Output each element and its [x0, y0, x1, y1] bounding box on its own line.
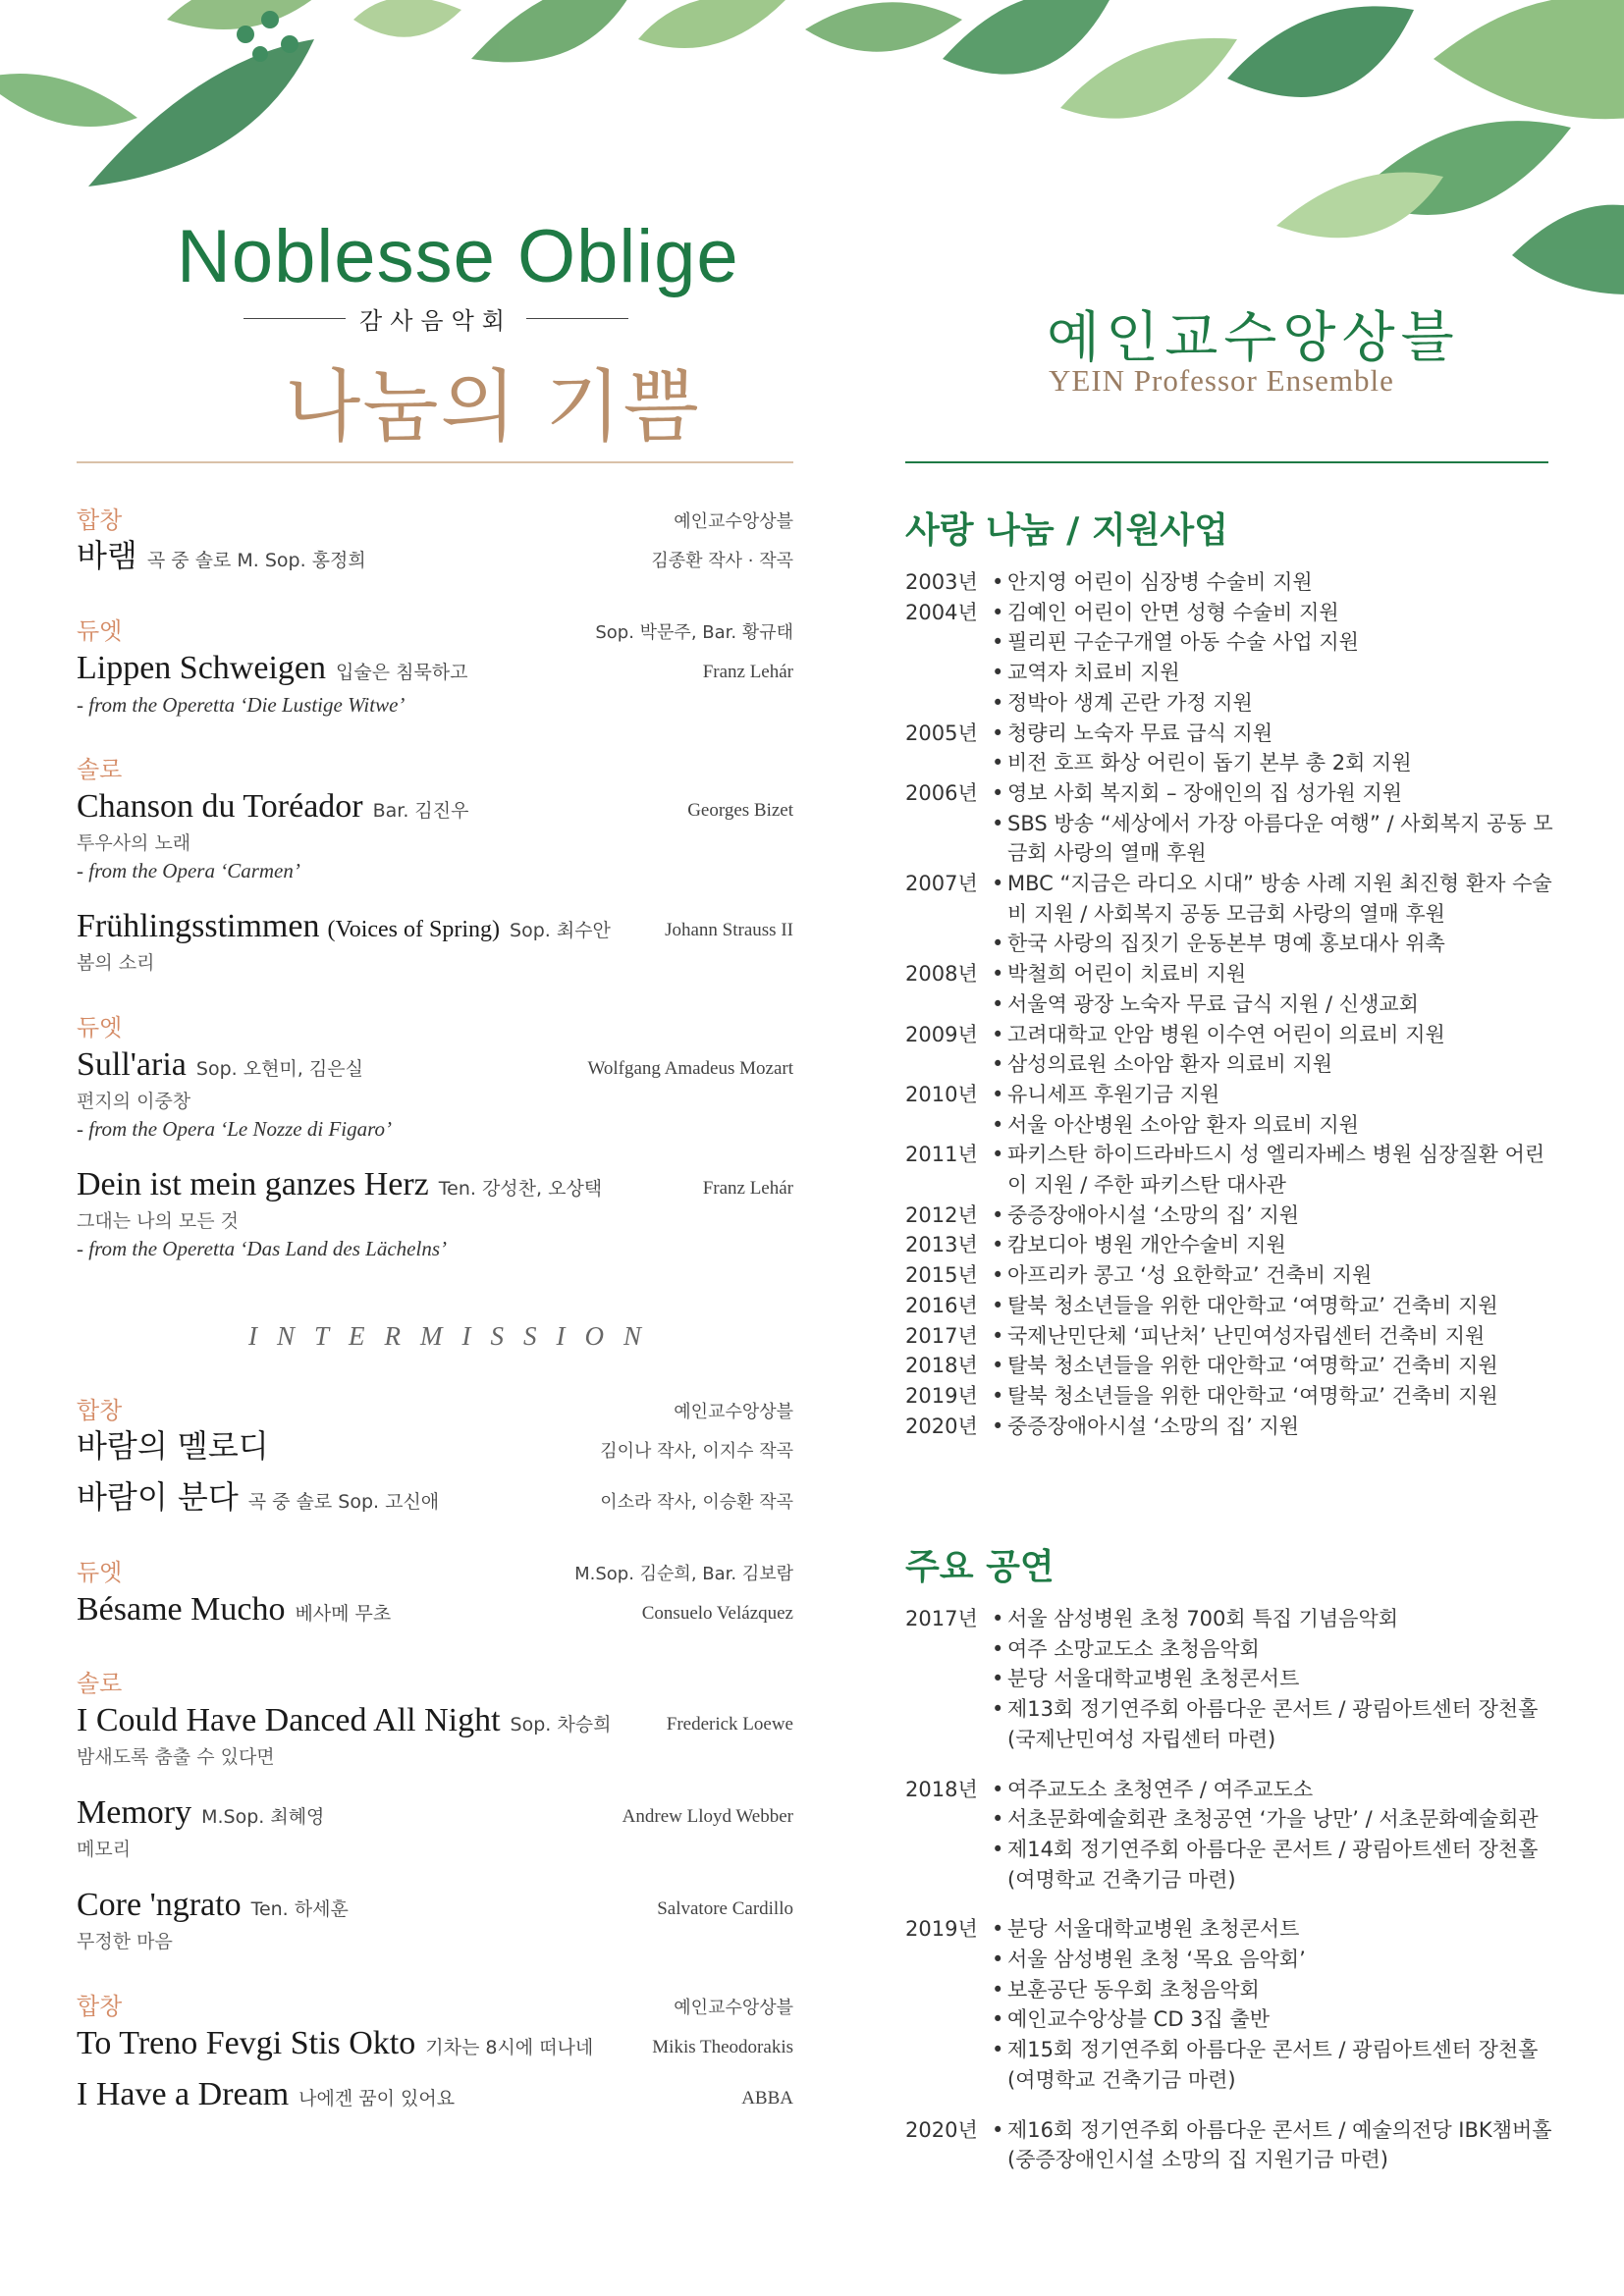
- credit: 김종환 작사 · 작곡: [651, 551, 793, 571]
- concert-subtitle: [244, 300, 628, 336]
- performer: Sop. 박문주, Bar. 황규태: [595, 622, 793, 643]
- composer: Johann Strauss II: [665, 920, 793, 940]
- divider: [77, 461, 793, 463]
- year-label: 2020년: [905, 2117, 978, 2142]
- entry-text: 아프리카 콩고 ‘성 요한학교’ 건축비 지원: [1007, 1263, 1373, 1288]
- support-section-title: 사랑 나눔 / 지원사업: [905, 510, 1228, 551]
- entry-text: 비전 호프 화상 어린이 돕기 본부 총 2회 지원: [1007, 751, 1412, 775]
- piece-title: Lippen Schweigen 입술은 침묵하고: [77, 650, 468, 686]
- category-label: 듀엣 M.Sop. 김순희, Bar. 김보람: [77, 1559, 793, 1586]
- history-entry: [905, 1260, 1553, 1291]
- year-label: [905, 1804, 992, 1835]
- entry-text: 캄보디아 병원 개안수술비 지원: [1007, 1233, 1286, 1257]
- history-entry: [905, 1381, 1553, 1412]
- piece-title: 바람의 멜로디: [77, 1427, 269, 1465]
- year-label: 2018년: [905, 1354, 978, 1378]
- history-entry: [905, 567, 1553, 598]
- entry-text: 김예인 어린이 안면 성형 수술비 지원: [1007, 600, 1339, 624]
- piece-title-ko: 밤새도록 춤출 수 있다면: [77, 1746, 275, 1768]
- piece-title: I Could Have Danced All Night Sop. 차승희: [77, 1702, 612, 1738]
- bullet-icon: •: [992, 661, 1004, 685]
- entry-text: 파키스탄 하이드라바드시 성 엘리자베스 병원 심장질환 어린이 지원 / 주한 파키스탄 대사관: [1007, 1143, 1545, 1198]
- history-entry: [905, 1835, 1553, 1895]
- bullet-icon: •: [992, 1777, 1004, 1801]
- history-entry: [905, 1140, 1553, 1200]
- year-label: 2019년: [905, 1917, 978, 1942]
- piece-title: Core 'ngrato Ten. 하세훈: [77, 1887, 349, 1923]
- year-label: [905, 1049, 992, 1080]
- history-entry: [905, 869, 1553, 929]
- entry-text: 삼성의료원 소아암 환자 의료비 지원: [1007, 1052, 1332, 1077]
- history-entry: [905, 1049, 1553, 1080]
- composer: Wolfgang Amadeus Mozart: [587, 1058, 793, 1079]
- entry-text: 여주교도소 초청연주 / 여주교도소: [1007, 1777, 1314, 1801]
- piece-title: I Have a Dream 나에겐 꿈이 있어요: [77, 2076, 456, 2112]
- entry-text: 분당 서울대학교병원 초청콘서트: [1007, 1917, 1300, 1942]
- entry-text: 서울 아산병원 소아암 환자 의료비 지원: [1007, 1112, 1359, 1137]
- intermission-label: INTERMISSION: [248, 1321, 661, 1351]
- history-entry: [905, 778, 1553, 809]
- history-entry: [905, 929, 1553, 959]
- history-entry: [905, 2035, 1553, 2095]
- year-label: 2019년: [905, 1383, 978, 1408]
- bullet-icon: •: [992, 1607, 1004, 1630]
- year-label: 2011년: [905, 1143, 978, 1167]
- history-entry: [905, 748, 1553, 778]
- entry-text: 정박아 생계 곤란 가정 지원: [1007, 690, 1253, 715]
- credit: 이소라 작사, 이승환 작곡: [600, 1492, 793, 1513]
- divider: [244, 318, 346, 319]
- year-label: [905, 929, 992, 959]
- history-entry: [905, 1975, 1553, 2005]
- entry-text: 필리핀 구순구개열 아동 수술 사업 지원: [1007, 630, 1359, 655]
- bullet-icon: •: [992, 1977, 1004, 2002]
- bullet-icon: •: [992, 1917, 1004, 1942]
- performer: M.Sop. 김순희, Bar. 김보람: [574, 1564, 793, 1584]
- entry-text: 한국 사랑의 집짓기 운동본부 명예 홍보대사 위촉: [1007, 932, 1445, 956]
- entry-text: 분당 서울대학교병원 초청콘서트: [1007, 1667, 1300, 1691]
- piece-title-ko: 편지의 이중창: [77, 1091, 191, 1112]
- bullet-icon: •: [992, 1697, 1004, 1722]
- entry-text: 영보 사회 복지회 – 장애인의 집 성가원 지원: [1007, 780, 1403, 805]
- history-entry: [905, 1694, 1553, 1754]
- piece-title: Sull'aria Sop. 오현미, 김은실: [77, 1046, 363, 1083]
- history-entry: [905, 1230, 1553, 1260]
- performer: 예인교수앙상블: [674, 1402, 793, 1422]
- bullet-icon: •: [992, 1202, 1004, 1227]
- composer: Frederick Loewe: [666, 1714, 793, 1735]
- bullet-icon: •: [992, 1082, 1004, 1106]
- piece-title: To Treno Fevgi Stis Okto 기차는 8시에 떠나네: [77, 2025, 594, 2061]
- entry-text: 박철희 어린이 치료비 지원: [1007, 962, 1247, 987]
- entry-text: MBC “지금은 라디오 시대” 방송 사례 지원 최진형 환자 수술비 지원 / 사회복지 공동 모금회 사랑의 열매 후원: [1007, 872, 1552, 926]
- history-entry: [905, 1080, 1553, 1110]
- bullet-icon: •: [992, 1022, 1004, 1046]
- bullet-icon: •: [992, 1293, 1004, 1317]
- piece-title: 바람이 분다 곡 중 솔로 Sop. 고신애: [77, 1478, 440, 1516]
- piece-title-ko: 메모리: [77, 1839, 132, 1860]
- entry-text: 제13회 정기연주회 아름다운 콘서트 / 광림아트센터 장천홀 (국제난민여성 자립센터 마련): [1007, 1697, 1539, 1751]
- bullet-icon: •: [992, 1354, 1004, 1378]
- subtitle-text: 감사음악회: [359, 306, 513, 335]
- year-label: 2003년: [905, 570, 978, 594]
- history-entry: [905, 1291, 1553, 1321]
- history-entry: [905, 598, 1553, 628]
- bullet-icon: •: [992, 570, 1004, 594]
- year-label: 2009년: [905, 1022, 978, 1046]
- year-label: [905, 1110, 992, 1141]
- bullet-icon: •: [992, 2007, 1004, 2032]
- entry-text: 탈북 청소년들을 위한 대안학교 ‘여명학교’ 건축비 지원: [1007, 1354, 1498, 1378]
- entry-text: 제16회 정기연주회 아름다운 콘서트 / 예술의전당 IBK챔버홀 (중증장애인시설 소망의 집 지원기금 마련): [1007, 2117, 1552, 2172]
- bullet-icon: •: [992, 721, 1004, 745]
- bullet-icon: •: [992, 1807, 1004, 1832]
- year-label: 2004년: [905, 600, 978, 624]
- credit: 김이나 작사, 이지수 작곡: [600, 1441, 793, 1462]
- year-label: 2020년: [905, 1414, 978, 1438]
- year-label: 2008년: [905, 962, 978, 987]
- bullet-icon: •: [992, 751, 1004, 775]
- bullet-icon: •: [992, 1837, 1004, 1861]
- entry-text: 교역자 치료비 지원: [1007, 661, 1180, 685]
- bullet-icon: •: [992, 780, 1004, 805]
- year-label: 2017년: [905, 1607, 978, 1630]
- entry-text: 서울 삼성병원 초청 ‘목요 음악회’: [1007, 1948, 1306, 1972]
- history-entry: [905, 959, 1553, 989]
- year-label: 2006년: [905, 780, 978, 805]
- history-entry: [905, 688, 1553, 719]
- entry-text: 서울역 광장 노숙자 무료 급식 지원 / 신생교회: [1007, 991, 1419, 1016]
- category-label: 듀엣 Sop. 박문주, Bar. 황규태: [77, 617, 793, 645]
- piece-title-ko: 투우사의 노래: [77, 832, 191, 854]
- year-label: [905, 627, 992, 658]
- history-entry: [905, 1604, 1553, 1634]
- bullet-icon: •: [992, 1323, 1004, 1348]
- bullet-icon: •: [992, 1052, 1004, 1077]
- piece-title: Chanson du Toréador Bar. 김진우: [77, 788, 469, 825]
- year-label: [905, 1634, 992, 1665]
- year-label: 2013년: [905, 1233, 978, 1257]
- bullet-icon: •: [992, 1948, 1004, 1972]
- year-label: [905, 1694, 992, 1754]
- support-history-list: [905, 567, 1553, 1441]
- year-label: [905, 989, 992, 1020]
- piece-title: 바램 곡 중 솔로 M. Sop. 홍정희: [77, 537, 366, 574]
- ensemble-name-en: YEIN Professor Ensemble: [1049, 363, 1394, 398]
- bullet-icon: •: [992, 962, 1004, 987]
- bullet-icon: •: [992, 630, 1004, 655]
- year-label: [905, 809, 992, 869]
- bullet-icon: •: [992, 1414, 1004, 1438]
- piece-title-ko: 무정한 마음: [77, 1931, 173, 1952]
- year-label: [905, 2004, 992, 2035]
- concert-title-ko: 나눔의 기쁨: [285, 361, 701, 453]
- history-entry: [905, 1945, 1553, 1975]
- entry-text: 보훈공단 동우회 초청음악회: [1007, 1977, 1260, 2002]
- entry-text: 서초문화예술회관 초청공연 ‘가을 낭만’ / 서초문화예술회관: [1007, 1807, 1539, 1832]
- source-note: - from the Opera ‘Le Nozze di Figaro’: [77, 1117, 392, 1141]
- piece-title: Memory M.Sop. 최혜영: [77, 1794, 325, 1831]
- divider: [905, 461, 1548, 463]
- history-entry: [905, 1201, 1553, 1231]
- entry-text: 여주 소망교도소 초청음악회: [1007, 1636, 1260, 1661]
- history-entry: [905, 1110, 1553, 1141]
- history-entry: [905, 1321, 1553, 1352]
- history-entry: [905, 1634, 1553, 1665]
- entry-text: 예인교수앙상블 CD 3집 출반: [1007, 2007, 1271, 2032]
- entry-text: 고려대학교 안암 병원 이수연 어린이 의료비 지원: [1007, 1022, 1445, 1046]
- composer: ABBA: [741, 2088, 793, 2109]
- bullet-icon: •: [992, 811, 1004, 835]
- year-label: [905, 658, 992, 688]
- year-label: 2015년: [905, 1263, 978, 1288]
- year-label: 2005년: [905, 721, 978, 745]
- entry-text: 탈북 청소년들을 위한 대안학교 ‘여명학교’ 건축비 지원: [1007, 1383, 1498, 1408]
- composer: Mikis Theodorakis: [652, 2037, 793, 2057]
- year-label: 2012년: [905, 1202, 978, 1227]
- year-label: 2010년: [905, 1082, 978, 1106]
- entry-text: 유니세프 후원기금 지원: [1007, 1082, 1220, 1106]
- piece-title: Bésame Mucho 베사메 무초: [77, 1591, 392, 1628]
- entry-text: 국제난민단체 ‘피난처’ 난민여성자립센터 건축비 지원: [1007, 1323, 1486, 1348]
- history-entry: [905, 1664, 1553, 1694]
- composer: Salvatore Cardillo: [657, 1898, 793, 1919]
- entry-text: 중증장애아시설 ‘소망의 집’ 지원: [1007, 1414, 1300, 1438]
- year-label: [905, 2035, 992, 2095]
- history-entry: [905, 1914, 1553, 1945]
- history-entry: [905, 809, 1553, 869]
- ensemble-name-ko: 예인교수앙상블: [1047, 306, 1460, 370]
- history-entry: [905, 1775, 1553, 1805]
- composer: Franz Lehár: [702, 1178, 793, 1199]
- performer: 예인교수앙상블: [674, 1998, 793, 2018]
- category-label: 듀엣: [77, 1014, 123, 1041]
- history-entry: [905, 719, 1553, 749]
- entry-text: 서울 삼성병원 초청 700회 특집 기념음악회: [1007, 1607, 1399, 1630]
- piece-title-ko: 그대는 나의 모든 것: [77, 1210, 239, 1232]
- composer: Andrew Lloyd Webber: [622, 1806, 793, 1827]
- year-label: [905, 1835, 992, 1895]
- entry-text: 중증장애아시설 ‘소망의 집’ 지원: [1007, 1202, 1300, 1227]
- composer: Georges Bizet: [687, 800, 793, 821]
- bullet-icon: •: [992, 991, 1004, 1016]
- history-entry: [905, 1804, 1553, 1835]
- entry-text: 청량리 노숙자 무료 급식 지원: [1007, 721, 1273, 745]
- year-label: 2017년: [905, 1323, 978, 1348]
- year-label: [905, 688, 992, 719]
- history-entry: [905, 2115, 1553, 2175]
- category-label: 합창 예인교수앙상블: [77, 1397, 793, 1424]
- entry-text: 안지영 어린이 심장병 수술비 지원: [1007, 570, 1313, 594]
- bullet-icon: •: [992, 2038, 1004, 2062]
- category-label: 솔로: [77, 1670, 123, 1697]
- composer: Franz Lehár: [702, 662, 793, 682]
- source-note: - from the Operetta ‘Das Land des Lächelns’: [77, 1237, 447, 1260]
- piece-title-ko: 봄의 소리: [77, 952, 155, 974]
- bullet-icon: •: [992, 1112, 1004, 1137]
- concert-title-en: Noblesse Oblige: [177, 215, 739, 298]
- piece-title: Dein ist mein ganzes Herz Ten. 강성찬, 오상택: [77, 1166, 603, 1202]
- history-entry: [905, 989, 1553, 1020]
- category-label: 합창 예인교수앙상블: [77, 507, 793, 534]
- bullet-icon: •: [992, 1233, 1004, 1257]
- year-label: [905, 1975, 992, 2005]
- category-label: 합창 예인교수앙상블: [77, 1993, 793, 2020]
- history-entry: [905, 658, 1553, 688]
- source-note: - from the Opera ‘Carmen’: [77, 859, 300, 882]
- performer: 예인교수앙상블: [674, 511, 793, 532]
- divider: [526, 318, 628, 319]
- entry-text: 제14회 정기연주회 아름다운 콘서트 / 광림아트센터 장천홀 (여명학교 건축기금 마련): [1007, 1837, 1539, 1892]
- bullet-icon: •: [992, 690, 1004, 715]
- bullet-icon: •: [992, 1143, 1004, 1167]
- history-entry: [905, 1412, 1553, 1442]
- year-label: [905, 1945, 992, 1975]
- performances-section-title: 주요 공연: [905, 1547, 1055, 1587]
- bullet-icon: •: [992, 1636, 1004, 1661]
- bullet-icon: •: [992, 1383, 1004, 1408]
- year-label: [905, 1664, 992, 1694]
- bullet-icon: •: [992, 872, 1004, 896]
- year-label: 2016년: [905, 1293, 978, 1317]
- year-label: 2007년: [905, 872, 978, 896]
- entry-text: 제15회 정기연주회 아름다운 콘서트 / 광림아트센터 장천홀 (여명학교 건축기금 마련): [1007, 2038, 1539, 2092]
- entry-text: 탈북 청소년들을 위한 대안학교 ‘여명학교’ 건축비 지원: [1007, 1293, 1498, 1317]
- bullet-icon: •: [992, 1667, 1004, 1691]
- bullet-icon: •: [992, 932, 1004, 956]
- composer: Consuelo Velázquez: [641, 1603, 793, 1624]
- history-entry: [905, 2004, 1553, 2035]
- history-entry: [905, 627, 1553, 658]
- bullet-icon: •: [992, 2117, 1004, 2142]
- year-label: [905, 748, 992, 778]
- history-entry: [905, 1351, 1553, 1381]
- bullet-icon: •: [992, 600, 1004, 624]
- bullet-icon: •: [992, 1263, 1004, 1288]
- history-entry: [905, 1020, 1553, 1050]
- piece-title: Frühlingsstimmen (Voices of Spring) Sop. 최수안: [77, 908, 611, 944]
- year-label: 2018년: [905, 1777, 978, 1801]
- performances-list: [905, 1604, 1553, 2175]
- category-label: 솔로: [77, 756, 123, 783]
- program-list: [77, 501, 793, 2117]
- source-note: - from the Operetta ‘Die Lustige Witwe’: [77, 693, 406, 717]
- entry-text: SBS 방송 “세상에서 가장 아름다운 여행” / 사회복지 공동 모금회 사랑의 열매 후원: [1007, 811, 1553, 866]
